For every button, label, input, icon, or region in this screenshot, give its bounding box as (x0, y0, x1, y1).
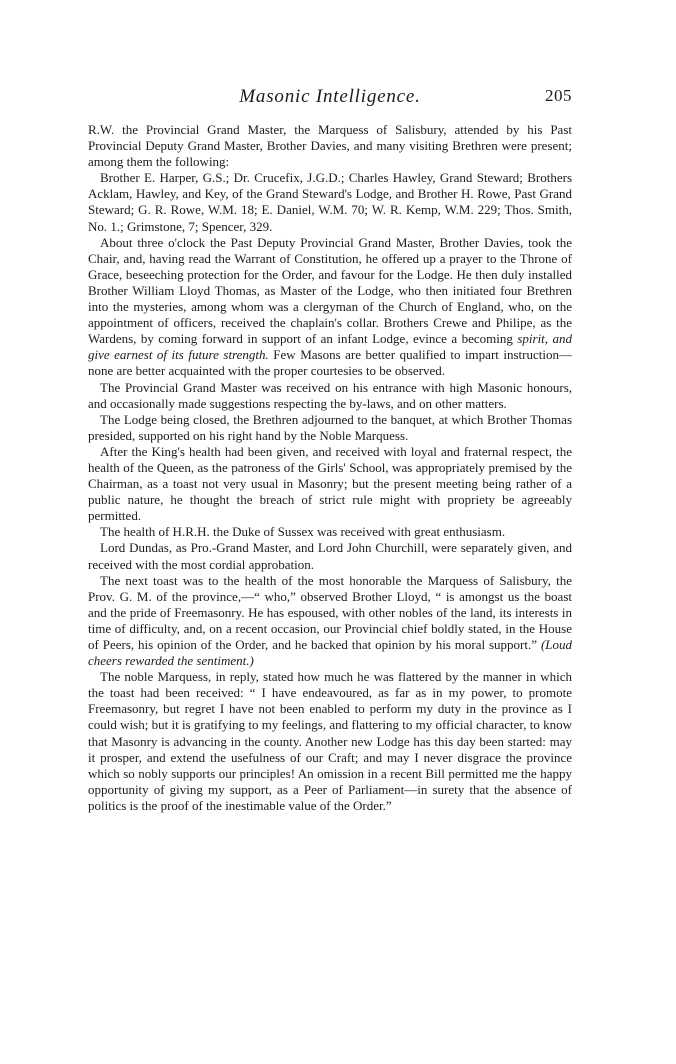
paragraph-grand-master-reception: The Provincial Grand Master was received on his entrance with high Masonic honours, and occasionally made suggestions respecting the by-laws, and on other matters. (88, 379, 572, 411)
paragraph-marquess-toast-text: The next toast was to the health of the most honorable the Marquess of Salisbury, the Prov. G. M. of the province,—“ who,” observed Brother Lloyd, “ is amongst us the boast and the pride of Freemasonry. He has espoused, with other nobles of the land, its interests in time of difficulty, and, on a recent occasion, our Provincial chief boldly stated, in the House of Peers, his opinion of the Order, and he backed that opinion by his moral support.” (88, 572, 572, 652)
paragraph-banquet: The Lodge being closed, the Brethren adjourned to the banquet, at which Brother Thomas presided, supported on his right hand by the Noble Marquess. (88, 411, 572, 443)
paragraph-installation-text-end: Few Masons are better qualified to impart instruction—none are better acquainted with the proper courtesies to be observed. (88, 347, 572, 379)
paragraph-marquess-toast (88, 573, 572, 670)
paragraph-kings-health: After the King's health had been given, and received with loyal and fraternal respect, the health of the Queen, as the patroness of the Girls' School, was appropriately premised by the Chairman, as a toast not very usual in Masonry; but the present meeting being rather of a public nature, he thought the breach of strict rule might with propriety be agreeably permitted. (88, 443, 572, 524)
article-body (88, 122, 572, 814)
paragraph-installation-text: About three o'clock the Past Deputy Provincial Grand Master, Brother Davies, took the Chair, and, having read the Warrant of Constitution, he offered up a prayer to the Throne of Grace, beseeching protection for the Order, and favour for the Lodge. He then duly installed Brother William Lloyd Thomas, as Master of the Lodge, who then initiated four Brethren into the mysteries, among whom was a clergyman of the Church of England, who, on the appointment of officers, received the chaplain's collar. Brothers Crewe and Philipe, as the Wardens, by coming forward in support of an infant Lodge, evince a becoming (88, 234, 572, 347)
page-number: 205 (545, 86, 572, 105)
running-head (88, 84, 572, 112)
paragraph-installation (88, 235, 572, 380)
paragraph-attendance: R.W. the Provincial Grand Master, the Marquess of Salisbury, attended by his Past Provincial Deputy Grand Master, Brother Davies, and many visiting Brethren were present; among them the following: (88, 122, 572, 170)
paragraph-brethren-list: Brother E. Harper, G.S.; Dr. Crucefix, J.G.D.; Charles Hawley, Grand Steward; Brothers Acklam, Hawley, and Key, of the Grand Steward's Lodge, and Brother H. Rowe, Past Grand Steward; G. R. Rowe, W.M. 18; E. Daniel, W.M. 70; W. R. Kemp, W.M. 229; Thos. Smith, No. 1.; Grimstone, 7; Spencer, 329. (88, 170, 572, 234)
page-header-title: Masonic Intelligence. (239, 86, 421, 107)
paragraph-duke-of-sussex: The health of H.R.H. the Duke of Sussex was received with great enthusiasm. (100, 524, 506, 540)
book-page (88, 84, 572, 814)
paragraph-lord-dundas: Lord Dundas, as Pro.-Grand Master, and Lord John Churchill, were separately given, and received with the most cordial approbation. (88, 540, 572, 572)
paragraph-installation-italic: spirit, and give earnest of its future strength. (88, 331, 572, 363)
paragraph-marquess-reply: The noble Marquess, in reply, stated how much he was flattered by the manner in which the toast had been received: “ I have endeavoured, as far as in my power, to promote Freemasonry, but regret I have not been enabled to perform my duty in the province as I could wish; but it is gratifying to my feelings, and flattering to my official character, to know that Masonry is advancing in the county. Another new Lodge has this day been started: may it prosper, and extend the usefulness of our Craft; and may I never disgrace the province which so nobly supports our principles! An omission in a recent Bill permitted me the happy opportunity of giving my support, as a Peer of Parliament—in surety that the absence of politics is the proof of the inestimable value of the Order.” (88, 669, 572, 813)
paragraph-marquess-toast-italic: (Loud cheers rewarded the sentiment.) (88, 637, 572, 669)
